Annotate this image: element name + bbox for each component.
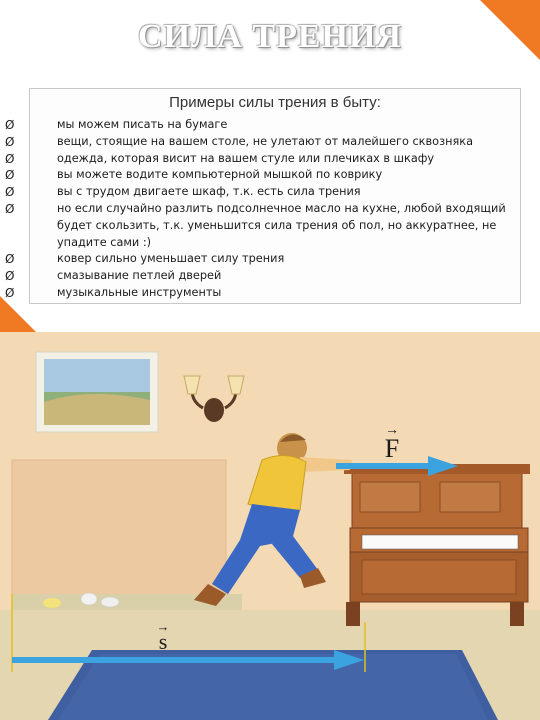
fireplace — [12, 460, 226, 600]
arrow-bullet-icon: Ø — [5, 201, 15, 216]
list-item: Ø вы можете водите компьютерной мышкой по коврику — [5, 168, 383, 183]
list-item: Ø одежда, которая висит на вашем стуле или плечиках в шкафу — [5, 151, 435, 166]
list-item: Ø вещи, стоящие на вашем столе, не улетают от малейшего сквозняка — [5, 134, 474, 149]
arrow-bullet-icon: Ø — [5, 118, 15, 132]
paper-ball-icon — [43, 598, 61, 608]
list-item: Ø но если случайно разлить подсолнечное масло на кухне, любой входящий будет скользить, т.к. уменьшится сила трения об пол, но аккуратнее, не упадите сами :) — [5, 201, 506, 249]
arrow-bullet-icon: Ø — [5, 185, 15, 200]
list-item: Ø музыкальные инструменты — [5, 285, 222, 300]
force-vector-label: → F — [384, 423, 400, 463]
list-item: Ø ковер сильно уменьшает силу трения — [5, 252, 285, 267]
box-heading: Примеры силы трения в быту: — [169, 94, 381, 111]
page-title: СИЛА ТРЕНИЯ — [138, 18, 402, 55]
arrow-bullet-icon: Ø — [5, 168, 15, 183]
piano — [344, 464, 530, 626]
arrow-bullet-icon: Ø — [5, 285, 15, 300]
friction-illustration — [0, 332, 540, 720]
list-item: Ø вы с трудом двигаете шкаф, т.к. есть сила трения — [5, 185, 361, 200]
examples-list — [5, 117, 517, 302]
arrow-bullet-icon: Ø — [5, 269, 15, 284]
displacement-vector-label: → s — [156, 619, 170, 654]
paper-ball-icon — [81, 593, 97, 605]
piano-keys — [362, 535, 518, 549]
arrow-bullet-icon: Ø — [5, 134, 15, 149]
list-item: Ø смазывание петлей дверей — [5, 269, 222, 284]
list-item: Ø мы можем писать на бумаге — [5, 118, 228, 132]
arrow-bullet-icon: Ø — [5, 252, 15, 267]
arrow-bullet-icon: Ø — [5, 151, 15, 166]
paper-ball-icon — [101, 597, 119, 607]
